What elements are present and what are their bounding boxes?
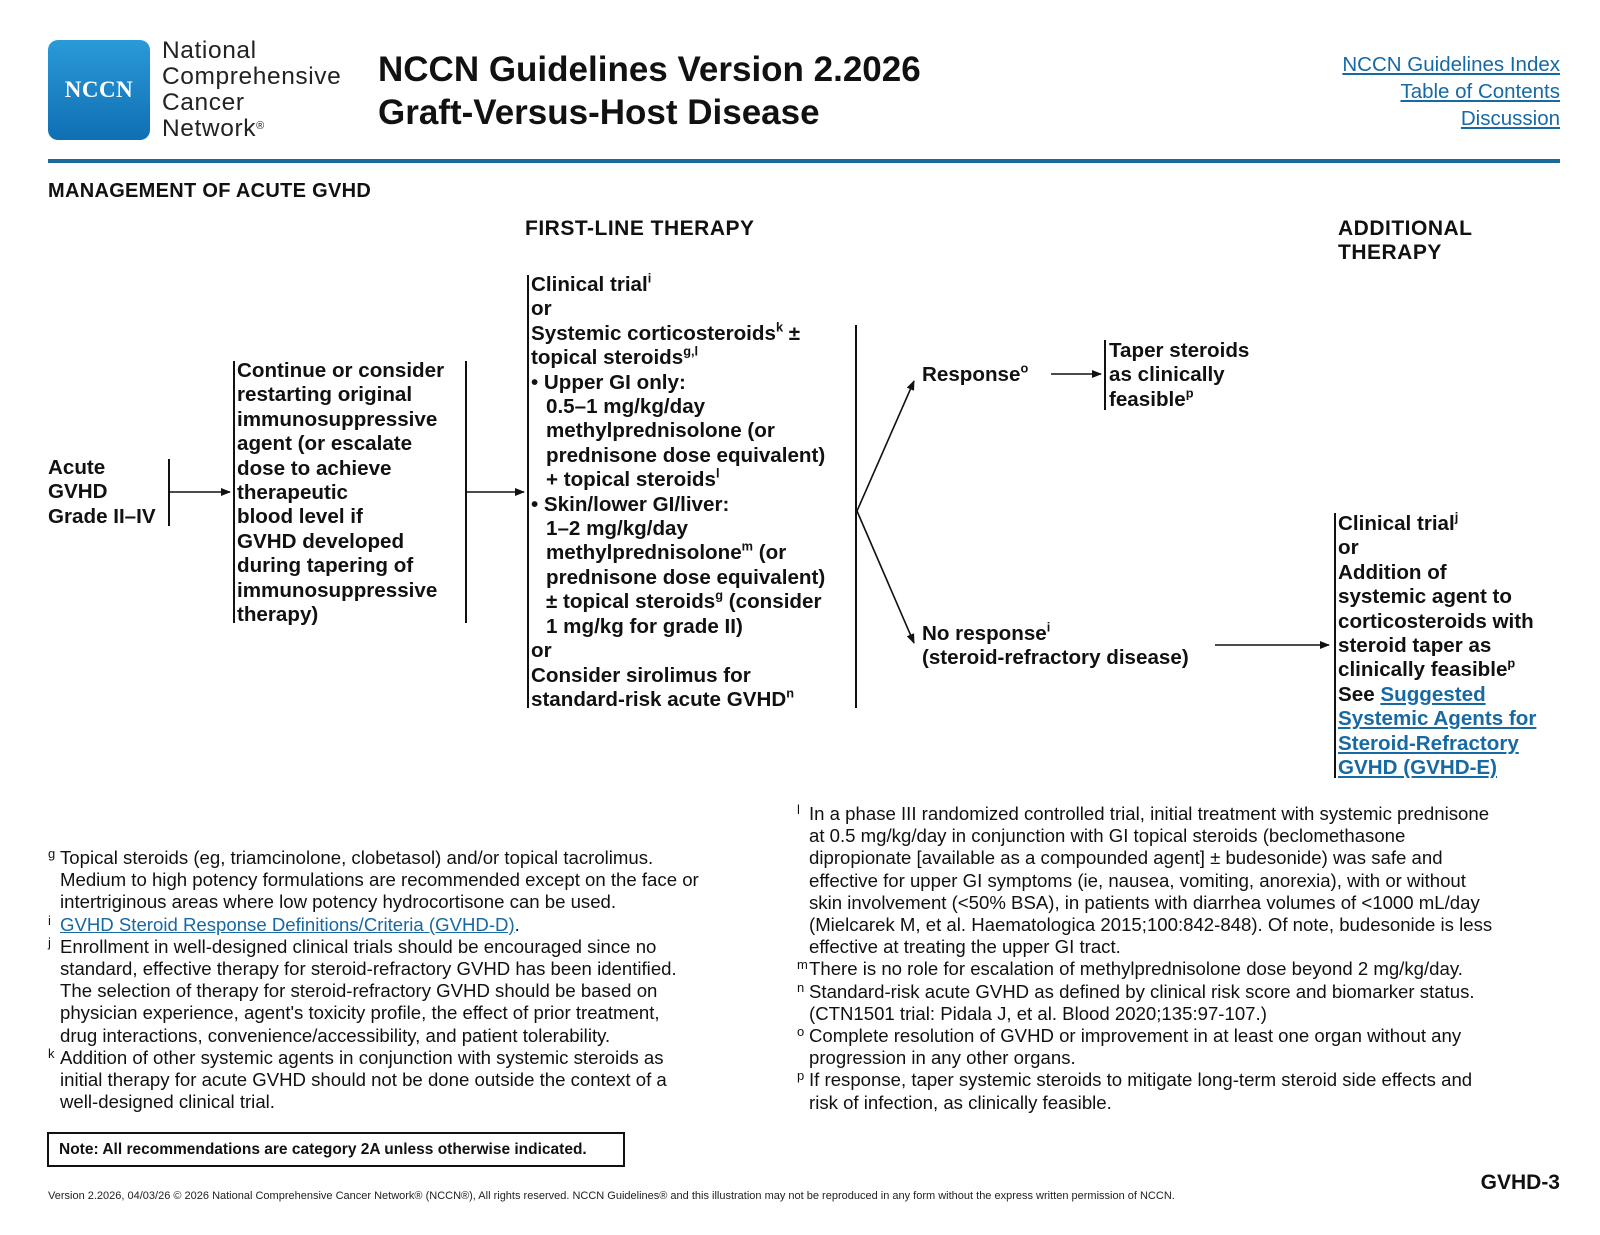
org-line: National [162, 37, 257, 64]
gvhd-steroid-response-link[interactable]: GVHD Steroid Response Definitions/Criteria (GVHD-D) [60, 913, 515, 935]
entry-node-acute-gvhd: Acute GVHD Grade II–IV [48, 456, 156, 528]
first-line-therapy-heading: FIRST-LINE THERAPY [525, 217, 755, 240]
no-response-node: No response$^i$ (steroid-refractory disease) [922, 619, 1189, 670]
guidelines-index-link[interactable]: NCCN Guidelines Index [1342, 53, 1560, 76]
category-note: Note: All recommendations are category 2A unless otherwise indicated. [47, 1132, 625, 1167]
footnote-p: p If response, taper systemic steroids to mitigate long-term steroid side effects and risk of infection, as clinically feasible. [797, 1068, 1473, 1113]
copyright-footer: Version 2.2026, 04/03/26 © 2026 National Comprehensive Cancer Network® (NCCN®), All rights reserved. NCCN Guidelines® and this illustration may not be reproduced in any form without the express written permission of NCCN. [48, 1190, 1175, 1202]
additional-bracket [1334, 513, 1336, 778]
first-line-bracket-left [527, 275, 529, 708]
footnotes-left [48, 847, 768, 1113]
footnote-j: j Enrollment in well-designed clinical trials should be encouraged since no standard, effective therapy for steroid-refractory GVHD has been identified. The selection of therapy for steroid-refractory GVHD should be based on physician experience, agent's toxicity profile, the effect of prior treatment, drug interactions, convenience/accessibility, and patient tolerability. [48, 934, 677, 1046]
org-line: Comprehensive [162, 63, 342, 90]
suggested-systemic-agents-link[interactable]: GVHD (GVHD-E) [1338, 756, 1498, 780]
table-of-contents-link[interactable]: Table of Contents [1400, 80, 1560, 103]
footnote-g: g Topical steroids (eg, triamcinolone, clobetasol) and/or topical tacrolimus. Medium to high potency formulations are recommended except on the face or intertriginous areas where low potency hydrocortisone can be used. [48, 846, 699, 913]
first-line-bracket-right [855, 325, 857, 708]
footnote-l: l In a phase III randomized controlled trial, initial treatment with systemic prednisone at 0.5 mg/kg/day in conjunction with GI topical steroids (beclomethasone dipropionate [available as a compounded agent] ± budesonide) was safe and effective for upper GI symptoms (ie, nausea, vomiting, anorexia), with or without skin involvement (<50% BSA), in patients with diarrhea volumes of <1000 mL/day (Mielcarek M, et al. Haematologica 2015;100:842-848). Of note, budesonide is less effective at treating the upper GI tract. [797, 802, 1493, 958]
suggested-systemic-agents-link[interactable]: Suggested [1380, 682, 1486, 706]
footnote-n: n Standard-risk acute GVHD as defined by clinical risk score and biomarker status. (CTN1501 trial: Pidala J, et al. Blood 2020;135:97-107.) [797, 979, 1475, 1024]
taper-bracket [1104, 340, 1106, 410]
org-line: Network® [162, 115, 265, 142]
additional-therapy-heading: ADDITIONAL THERAPY [1338, 217, 1473, 264]
response-node: Response$^o$ [922, 360, 1029, 386]
continue-bracket-left [233, 361, 235, 623]
footnote-o: o Complete resolution of GVHD or improvement in at least one organ without any progression in any other organs. [797, 1024, 1462, 1069]
guideline-version-title: NCCN Guidelines Version 2.2026 [378, 50, 921, 89]
logo-text: NCCN [64, 77, 134, 102]
section-title: MANAGEMENT OF ACUTE GVHD [48, 180, 372, 202]
footnotes-right [797, 803, 1567, 1114]
entry-bracket [168, 459, 170, 526]
additional-therapy-node: Clinical trial$^j$ or Addition of systemic agent to corticosteroids with steroid taper as clinically feasible$^p$ See Suggested Systemic Agents for Steroid-Refractory GVHD (GVHD-E) [1338, 509, 1537, 780]
page-identifier: GVHD-3 [1480, 1171, 1560, 1194]
footnote-i: i GVHD Steroid Response Definitions/Criteria (GVHD-D). [48, 912, 520, 935]
footnote-m: m There is no role for escalation of methylprednisolone dose beyond 2 mg/kg/day. [797, 957, 1463, 980]
guideline-topic-title: Graft-Versus-Host Disease [378, 93, 820, 132]
taper-steroids-node: Taper steroids as clinically feasible$^p$ [1109, 339, 1250, 411]
footnote-k: k Addition of other systemic agents in conjunction with systemic steroids as initial therapy for acute GVHD should not be done outside the context of a well-designed clinical trial. [48, 1045, 667, 1113]
first-line-therapy-node: Clinical trial$^i$ or Systemic corticosteroids$^k$ ± topical steroids$^{g,l}$ • Upper GI only: 0.5–1 mg/kg/day methylprednisolone (or prednisone dose equivalent) + topical steroids$^l$ • Skin/lower GI/liver: 1–2 mg/kg/day methylprednisolone$^m$ (or prednisone dose equivalent) ± topical steroids$^g$ (consider 1 mg/kg for grade II) or Consider sirolimus for standard-risk acute GVHD$^n$ [531, 270, 826, 711]
arrow-to-response [857, 381, 914, 511]
discussion-link[interactable]: Discussion [1460, 107, 1560, 130]
continue-immunosuppressive-node: Continue or consider restarting original immunosuppressive agent (or escalate dose to achieve therapeutic blood level if GVHD developed during tapering of immunosuppressive therapy) [237, 359, 445, 627]
suggested-systemic-agents-link[interactable]: Systemic Agents for [1338, 707, 1537, 731]
org-line: Cancer [162, 89, 245, 116]
suggested-systemic-agents-link[interactable]: Steroid-Refractory [1338, 731, 1519, 755]
arrow-to-no-response [857, 511, 914, 643]
continue-bracket-right [465, 361, 467, 623]
